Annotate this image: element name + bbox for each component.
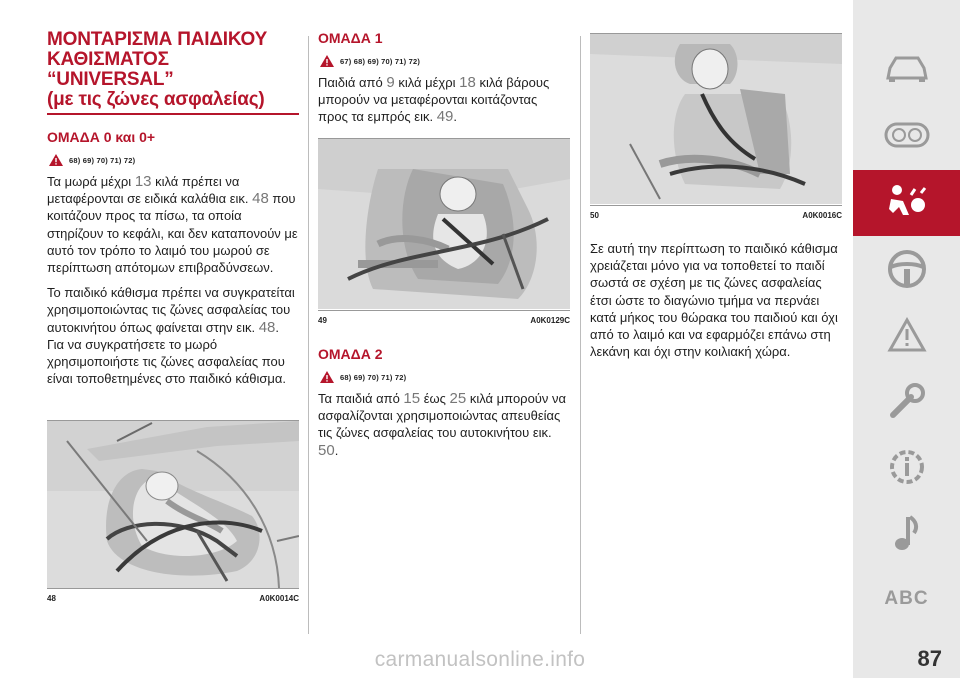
sidebar-item-technical-data[interactable]	[853, 434, 960, 500]
text: Παιδιά από	[318, 75, 387, 90]
wrench-icon	[887, 381, 927, 421]
page-title-line-1: ΜΟΝΤΑΡΙΣΜΑ ΠΑΙΔΙΚΟΥ	[47, 29, 268, 50]
group1-warning-row	[320, 55, 570, 67]
figure-bottom-rule	[318, 310, 570, 311]
sidebar-item-emergency[interactable]	[853, 302, 960, 368]
page-title-line-2: ΚΑΘΙΣΜΑΤΟΣ “UNIVERSAL”	[47, 49, 174, 90]
sidebar-item-multimedia[interactable]	[853, 500, 960, 566]
column-divider	[308, 36, 309, 634]
figure-ref: 48	[252, 190, 269, 208]
number: 9	[386, 74, 395, 91]
text: κιλά βάρους μπορούν να μεταφέρονται κοιτάζοντας προς τα εμπρός εικ.	[318, 75, 550, 125]
text: Τα μωρά μέχρι	[47, 174, 135, 189]
figure-ref: 50	[318, 441, 335, 459]
figure-code: A0K0016C	[802, 211, 842, 220]
group0-warning-refs: 68) 69) 70) 71) 72)	[69, 155, 136, 165]
number: 18	[459, 74, 476, 91]
group0-heading: ΟΜΑΔΑ 0 και 0+	[47, 129, 156, 145]
number: 15	[403, 390, 421, 407]
figure-49	[318, 138, 570, 328]
number: 13	[134, 173, 152, 190]
sidebar-item-dashboard[interactable]	[853, 102, 960, 168]
column3-paragraph: Σε αυτή την περίπτωση το παιδικό κάθισμα χρειάζεται μόνο για να τοποθετεί το παιδί σωστά σε σχέση με τις ζώνες ασφαλείας έτσι ώστε το διαγώνιο τμήμα να περνάει κατά μήκος του θώρακα του παιδιού και όχι από το λαιμό και να εφαρμόζει επάνω στη λεκάνη και όχι στην κοιλιακή χώρα.	[590, 241, 838, 360]
text: .	[453, 109, 458, 125]
music-note-icon	[892, 513, 922, 553]
sidebar-item-vehicle[interactable]	[853, 36, 960, 102]
child-seat-forward-illustration	[318, 139, 570, 309]
page-number: 87	[917, 646, 942, 671]
text: κιλά μπορούν να ασφαλίζονται χρησιμοποιώντας απευθείας τις ζώνες ασφαλείας του αυτοκινήτου εικ.	[318, 391, 567, 441]
sidebar-item-safety[interactable]	[853, 170, 960, 236]
figure-code: A0K0129C	[530, 316, 570, 325]
group0-paragraph-2	[47, 284, 299, 387]
text: Το παιδικό κάθισμα πρέπει να συγκρατείται χρησιμοποιώντας τις ζώνες ασφαλείας του αυτοκινήτου όπως φαίνεται στην εικ.	[47, 285, 295, 335]
warning-triangle-icon	[887, 317, 927, 353]
figure-number: 48	[47, 594, 56, 603]
figure-number: 50	[590, 211, 599, 220]
text: Τα παιδιά από	[318, 391, 404, 406]
warning-triangle-icon	[49, 154, 63, 166]
figure-50	[590, 33, 842, 223]
text: έως	[420, 391, 450, 406]
figure-code: A0K0014C	[259, 594, 299, 603]
sidebar-item-index[interactable]	[853, 566, 960, 632]
group0-paragraph-1	[47, 173, 299, 276]
figure-bottom-rule	[47, 588, 299, 589]
group1-heading: ΟΜΑΔΑ 1	[318, 30, 383, 46]
text: .	[334, 442, 339, 458]
group0-warning-row	[49, 154, 299, 166]
column-2	[318, 30, 570, 126]
group2-paragraph	[318, 390, 570, 459]
dashboard-gauges-icon	[884, 122, 930, 148]
figure-ref: 48	[258, 318, 276, 336]
airbag-passenger-icon	[885, 183, 929, 223]
infant-carrier-illustration	[47, 421, 299, 588]
column-1	[47, 30, 299, 387]
warning-triangle-icon	[320, 371, 334, 383]
column-divider	[580, 36, 581, 634]
group2-warning-row	[320, 371, 570, 383]
technical-data-icon	[887, 447, 927, 487]
figure-number: 49	[318, 316, 327, 325]
column-2-lower	[318, 346, 570, 459]
sidebar-index-label: ABC	[884, 588, 929, 609]
sidebar-item-maintenance[interactable]	[853, 368, 960, 434]
warning-triangle-icon	[320, 55, 334, 67]
text: κιλά μέχρι	[394, 75, 460, 90]
figure-48	[47, 420, 299, 605]
page-title	[47, 30, 299, 115]
group2-heading: ΟΜΑΔΑ 2	[318, 346, 383, 362]
sidebar-item-driving[interactable]	[853, 236, 960, 302]
group1-warning-refs: 67) 68) 69) 70) 71) 72)	[340, 56, 421, 66]
text: που κοιτάζουν προς τα πίσω, τα οποία στηρίζουν το κεφάλι, και δεν καταπονούν με αυτό τον τρόπο το λαιμό του μωρού σε περίπτωση απότομων επιβραδύνσεων.	[47, 191, 298, 276]
page-title-line-3: (με τις ζώνες ασφαλείας)	[47, 90, 299, 115]
watermark: carmanualsonline.info	[374, 648, 586, 671]
car-icon	[884, 54, 930, 84]
text: κιλά πρέπει να μεταφέρονται σε ειδικά καλάθια εικ.	[47, 174, 253, 207]
figure-ref: 49	[436, 108, 454, 126]
figure-bottom-rule	[590, 205, 842, 206]
booster-seat-illustration	[590, 34, 842, 204]
steering-wheel-icon	[887, 249, 927, 289]
text: . Για να συγκρατήσετε το μωρό χρησιμοποιήστε τις ζώνες ασφαλείας που είναι τοποθετημένες στο παιδικό κάθισμα.	[47, 319, 286, 387]
chapter-sidebar	[853, 0, 960, 678]
number: 25	[449, 390, 467, 407]
group2-warning-refs: 68) 69) 70) 71) 72)	[340, 372, 407, 382]
column-3	[590, 240, 842, 360]
group1-paragraph	[318, 74, 570, 126]
